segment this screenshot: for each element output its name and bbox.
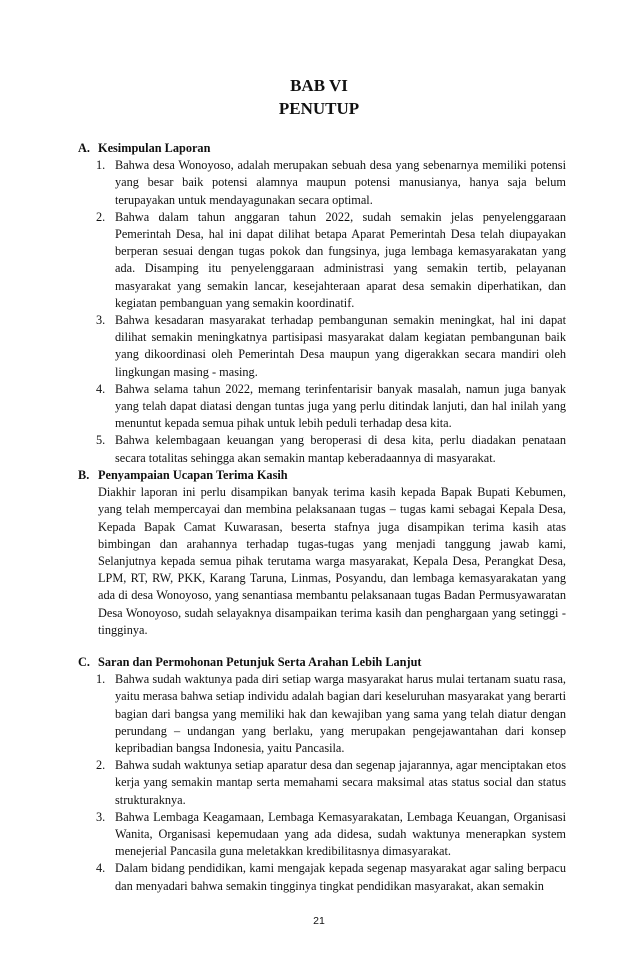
- section-a: [78, 140, 566, 467]
- section-c-heading: [78, 654, 566, 671]
- section-a-heading: [78, 140, 566, 157]
- list-item: [96, 432, 566, 466]
- item-number: 2.: [96, 209, 106, 224]
- list-item: [96, 157, 566, 209]
- section-letter: C.: [78, 655, 90, 669]
- list-item: [96, 312, 566, 381]
- item-text: Bahwa desa Wonoyoso, adalah merupakan sebuah desa yang sebenarnya memiliki potensi yang besar baik potensi alamnya maupun potensi manusianya, hanya saja belum terupayakan untuk mendayagunakan secara optimal.: [115, 158, 566, 207]
- section-title: Kesimpulan Laporan: [98, 141, 211, 155]
- section-title: Penyampaian Ucapan Terima Kasih: [98, 468, 288, 482]
- item-text: Bahwa sudah waktunya pada diri setiap warga masyarakat harus mulai tertanam suatu rasa, yaitu merasa bahwa setiap individu adalah bagian dari keseluruhan masyarakat yang berarti bagian dari bangsa yang memiliki hak dan kewajiban yang sama yang telah diatur dengan perundang – undangan yang berlaku, yang merupakan pengejawantahan dari konsep kepribadian bangsa Indonesia, yaitu Pancasila.: [115, 672, 566, 756]
- item-number: 1.: [96, 158, 106, 173]
- section-letter: B.: [78, 468, 90, 482]
- list-item: [96, 671, 566, 757]
- section-b: [78, 467, 566, 639]
- item-text: Bahwa sudah waktunya setiap aparatur desa dan segenap jajarannya, agar menciptakan etos kerja yang semakin mantap serta memahami secara maksimal atas status social dan status strukturaknya.: [115, 758, 566, 807]
- item-text: Dalam bidang pendidikan, kami mengajak kepada segenap masyarakat agar saling berpacu dan menyadari bahwa semakin tingginya tingkat pendidikan masyarakat, akan semakin: [115, 861, 566, 893]
- section-c: [78, 654, 566, 895]
- page-number: 21: [313, 915, 325, 927]
- section-b-heading: [78, 467, 566, 484]
- list-item: [96, 809, 566, 861]
- item-text: Bahwa kesadaran masyarakat terhadap pembangunan semakin meningkat, hal ini dapat dilihat semakin meningkatnya partisipasi masyarakat dalam kegiatan pembangunan baik yang dikoordinasi oleh Pemerintah Desa maupun yang digerakkan secara mandiri oleh lingkungan masing - masing.: [115, 313, 566, 379]
- list-item: [96, 381, 566, 433]
- item-text: Bahwa kelembagaan keuangan yang beroperasi di desa kita, perlu diadakan penataan secara totalitas sehingga akan semakin mantap keberadaannya di masyarakat.: [115, 433, 566, 465]
- item-text: Bahwa dalam tahun anggaran tahun 2022, sudah semakin jelas penyelenggaraan Pemerintah Desa, hal ini dapat dilihat betapa Aparat Pemerintah Desa telah diupayakan berperan sesuai dengan tugas pokok dan fungsinya, juga lembaga kemasyarakatan yang ada. Disamping itu penyelenggaraan administrasi yang semakin tertib, pelayanan masyarakat yang semakin lancar, kesejahteraan aparat desa semakin diperhatikan, dan kegiatan pembanguan yang semakin koordinatif.: [115, 209, 566, 310]
- item-number: 3.: [96, 809, 106, 824]
- section-letter: A.: [78, 141, 90, 155]
- item-text: Bahwa selama tahun 2022, memang terinfentarisir banyak masalah, namun juga banyak yang telah dapat diatasi dengan tuntas juga yang perlu ditindak lanjuti, dan hal inilah yang menuntut kepada semua pihak untuk lebih peduli terhadap desa kita.: [115, 381, 566, 431]
- item-text: Bahwa Lembaga Keagamaan, Lembaga Kemasyarakatan, Lembaga Keuangan, Organisasi Wanita, Organisasi kepemudaan yang ada didesa, sudah waktunya menerapkan system menejerial Pancasila guna meletakkan kredibilitasnya dimasyarakat.: [115, 809, 566, 859]
- conclusion-list: [78, 157, 566, 467]
- section-title: Saran dan Permohonan Petunjuk Serta Arahan Lebih Lanjut: [98, 655, 422, 669]
- thanks-paragraph: Diakhir laporan ini perlu disampikan banyak terima kasih kepada Bapak Bupati Kebumen, yang telah mempercayai dan membina pelaksanaan tugas – tugas kami sebagai Kepala Desa, Kepada Bapak Camat Kuwarasan, beserta stafnya juga disampikan terima kasih atas bimbingan dan arahannya terhadap tugas-tugas yang menjadi tanggung jawab kami, Selanjutnya kepada semua pihak terutama warga masyarakat, Kepala Desa, Perangkat Desa, LPM, RT, RW, PKK, Karang Taruna, Linmas, Posyandu, dan lembaga kemasyarakatan yang ada di desa Wonoyoso, yang senantiasa membantu pelaksanaan tugas Badan Permusyawaratan Desa Wonoyoso, sudah selayaknya disampaikan terima kasih dan penghargaan yang setinggi - tingginya.: [98, 485, 566, 637]
- item-number: 4.: [96, 861, 106, 876]
- item-number: 5.: [96, 433, 106, 448]
- chapter-number: BAB VI: [290, 76, 348, 95]
- list-item: [96, 757, 566, 809]
- item-number: 3.: [96, 313, 106, 328]
- list-item: [96, 209, 566, 312]
- chapter-title: PENUTUP: [278, 99, 360, 118]
- list-item: [96, 860, 566, 894]
- item-number: 4.: [96, 381, 106, 396]
- item-number: 2.: [96, 758, 106, 773]
- item-number: 1.: [96, 672, 106, 687]
- suggestion-list: [78, 671, 566, 895]
